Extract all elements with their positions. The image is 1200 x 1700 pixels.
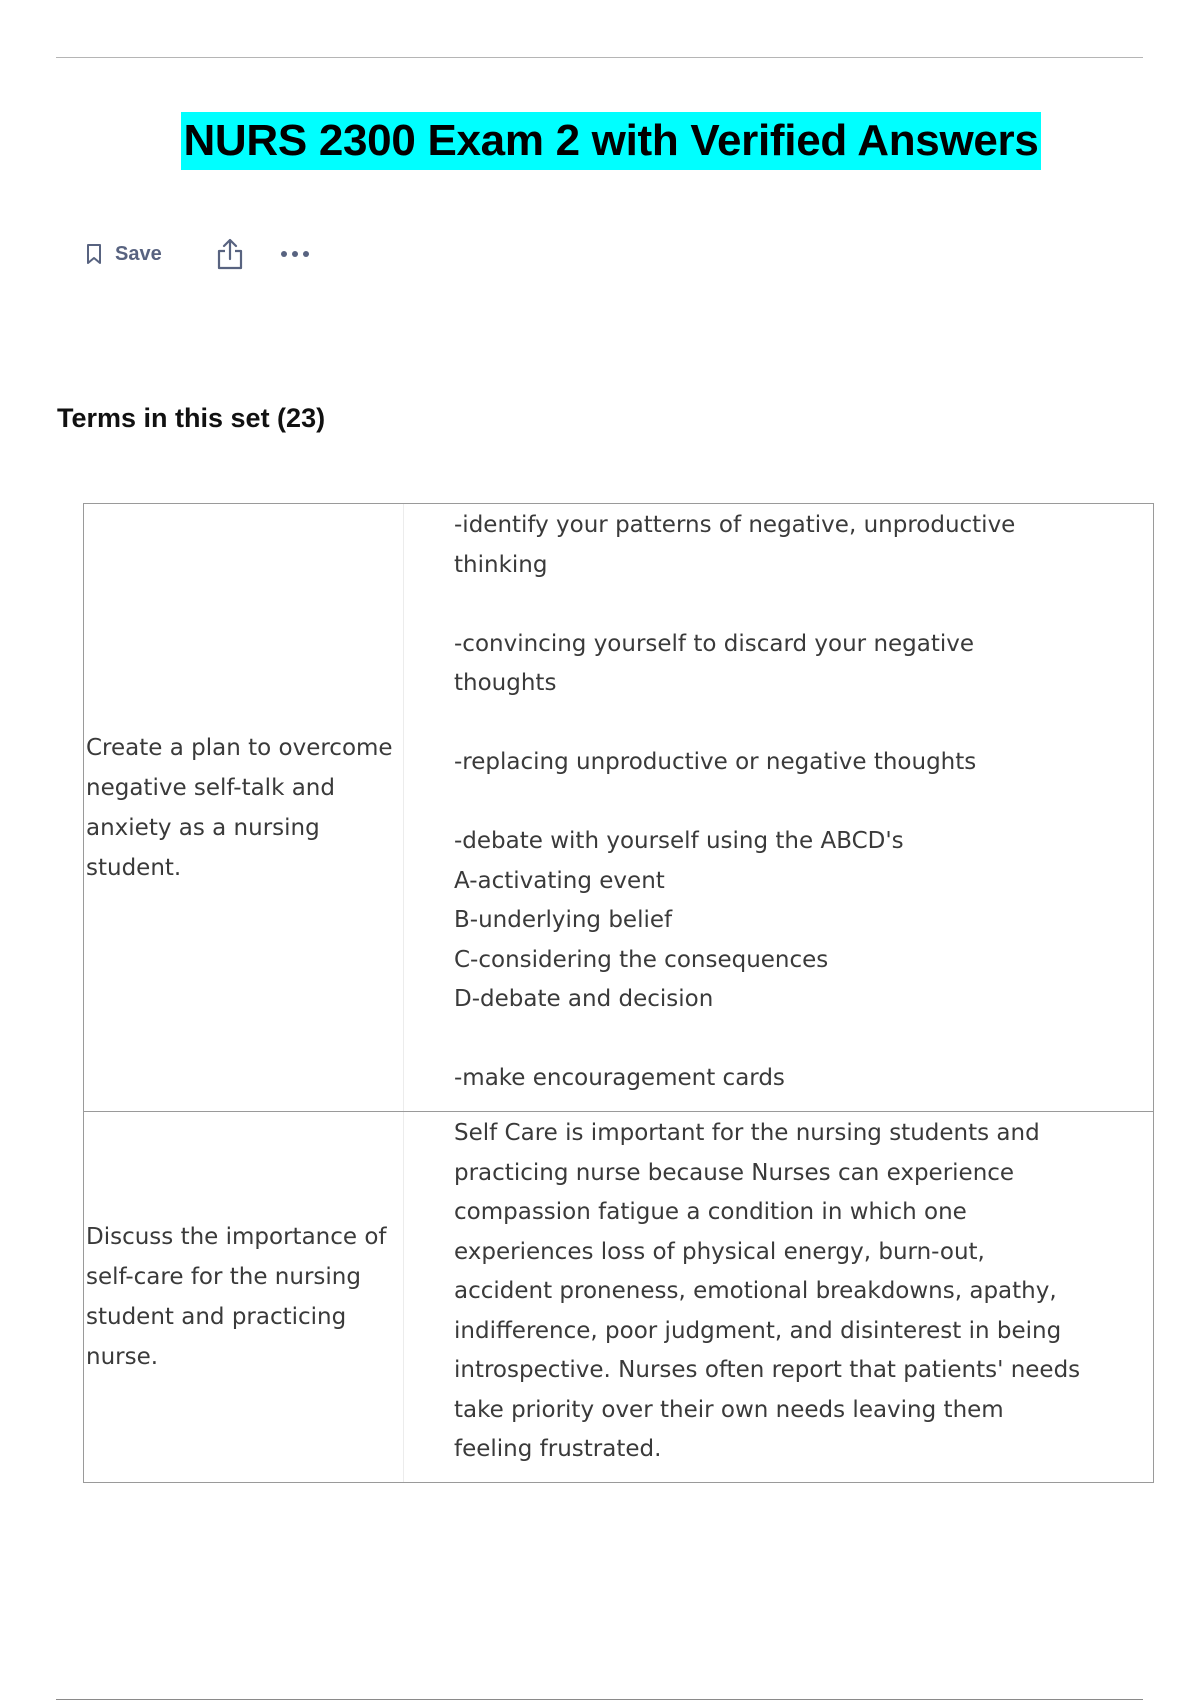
bookmark-icon [86,243,102,265]
definition-line: take priority over their own needs leaving them [454,1396,1004,1423]
definition-line: feeling frustrated. [454,1436,662,1462]
definition-line: Self Care is important for the nursing students and [454,1120,1040,1146]
definition-spacer [454,1020,1113,1060]
term-text: Create a plan to overcome negative self-talk and anxiety as a nursing student. [86,734,393,881]
definition-line: -make encouragement cards [454,1065,785,1091]
definition-line: introspective. Nurses often report that patients' needs [454,1357,1081,1383]
term-cell [84,504,404,1111]
save-label: Save [115,242,162,265]
definition-line: -identify your patterns of negative, unproductive [454,512,1016,538]
term-row [84,504,1153,1112]
more-icon [279,249,311,259]
definition-line: B-underlying belief [454,907,673,933]
definition-line: thinking [454,551,548,578]
definition-spacer [454,783,1113,823]
terms-count-heading: Terms in this set (23) [57,403,326,433]
definition-line: D-debate and decision [454,986,714,1012]
definition-spacer [454,704,1113,744]
definition-line: C-considering the consequences [454,946,829,973]
definition-line: compassion fatigue a condition in which one [454,1199,967,1225]
terms-table [83,503,1154,1483]
share-button[interactable] [215,237,245,271]
definition-line: -debate with yourself using the ABCD's [454,828,904,854]
more-options-button[interactable] [279,249,311,259]
definition-spacer [454,585,1113,625]
title-container [0,112,1200,170]
page-title: NURS 2300 Exam 2 with Verified Answers [181,112,1040,170]
definition-line: -replacing unproductive or negative thoughts [454,749,977,775]
term-cell [84,1112,404,1482]
share-icon [215,237,245,271]
term-row [84,1112,1153,1482]
action-toolbar [86,236,311,272]
definition-line: experiences loss of physical energy, burn-out, [454,1238,985,1265]
definition-line: -convincing yourself to discard your negative [454,630,975,657]
definition-cell [404,1112,1153,1482]
top-divider [56,57,1143,58]
definition-line: indifference, poor judgment, and disinterest in being [454,1317,1062,1344]
definition-line: accident proneness, emotional breakdowns, apathy, [454,1278,1057,1304]
definition-line: practicing nurse because Nurses can experience [454,1159,1015,1186]
definition-line: thoughts [454,670,557,696]
save-button[interactable] [86,243,162,266]
definition-line: A-activating event [454,867,665,894]
definition-cell [404,504,1153,1111]
term-text: Discuss the importance of self-care for the nursing student and practicing nurse. [86,1224,387,1370]
